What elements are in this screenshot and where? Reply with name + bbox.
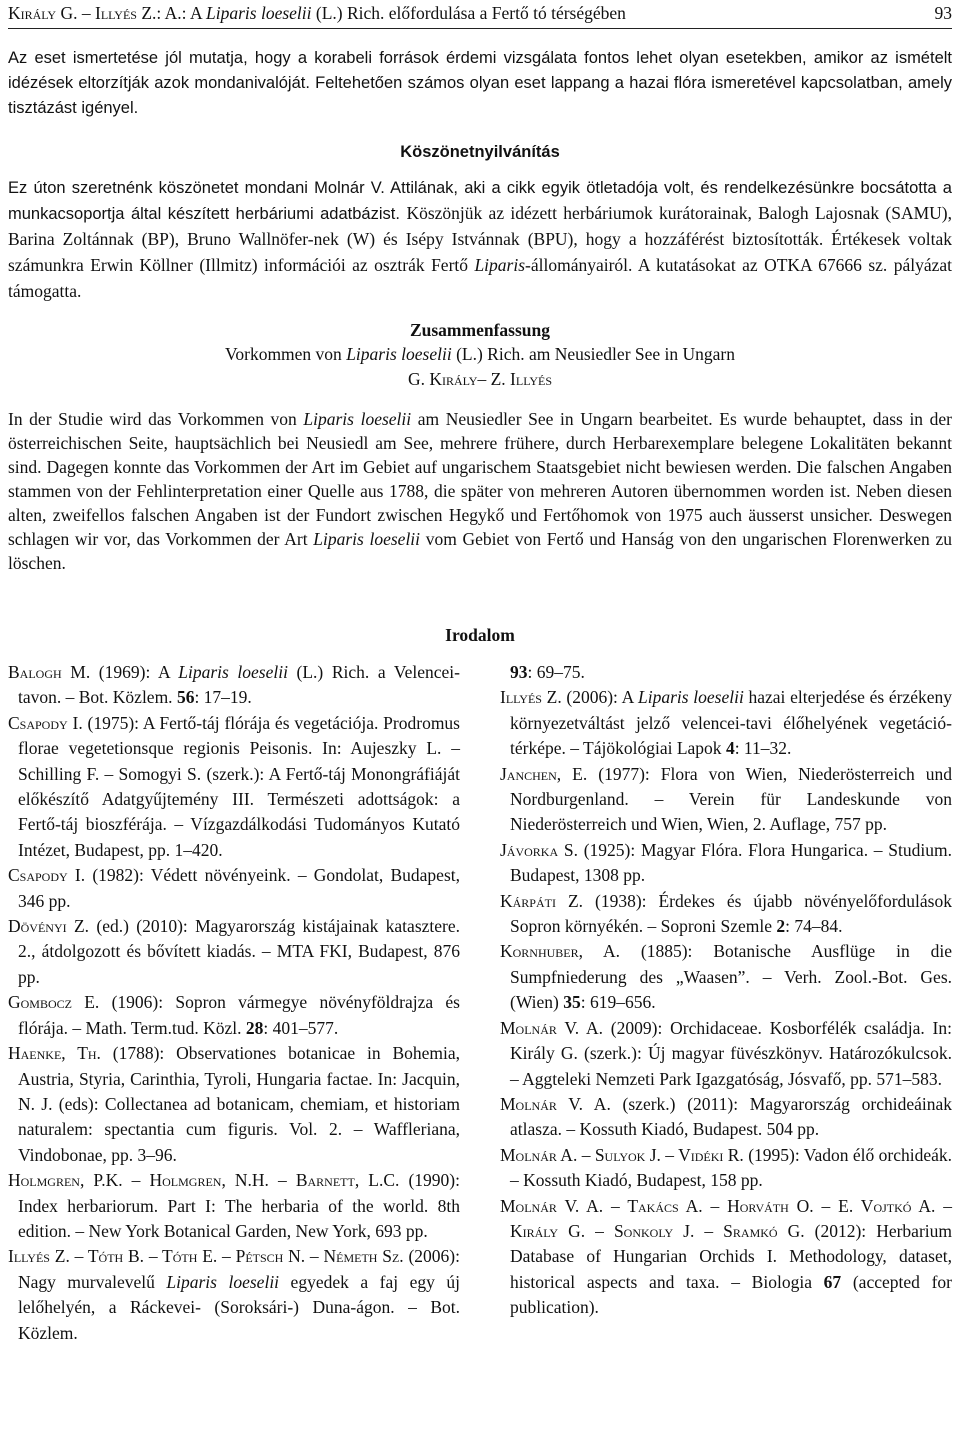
summary-authors: G. Király– Z. Illyés xyxy=(407,369,552,389)
summary-title: Vorkommen von Liparis loeselii (L.) Rich. am Neusiedler See in Ungarn xyxy=(224,344,736,364)
reference-authors: Balogh M. xyxy=(8,662,91,682)
reference-item: Illyés Z. (2006): A Liparis loeselii hazai elterjedése és érzékeny környezetváltást jelző velencei-tavi élőhelyének vegetáció-térképe. – Tájökológiai Lapok 4: 11–32. xyxy=(500,687,952,759)
reference-authors: Haenke, Th. xyxy=(8,1043,101,1064)
reference-authors: Molnár V. A. xyxy=(500,1017,603,1038)
reference-item: Molnár A. – Sulyok J. – Vidéki R. (1995): Vadon élő orchideák. – Kossuth Kiadó, Budapest, 158 pp. xyxy=(500,1144,952,1191)
reference-authors: Molnár V. A. – Takács A. – Horváth O. – E. Vojtkó A. – Király G. – Sonkoly J. – Sramkó G. xyxy=(500,1195,952,1241)
reference-item: Dövényi Z. (ed.) (2010): Magyarország kistájainak katasztere. 2., átdolgozott és bővített kiadás. – MTA FKI, Budapest, 876 pp. xyxy=(8,916,460,987)
references-heading: Irodalom xyxy=(445,625,515,645)
reference-item: Molnár V. A. – Takács A. – Horváth O. – E. Vojtkó A. – Király G. – Sonkoly J. – Sramkó G. (2012): Herbarium Database of Hungarian Orchids I. Methodology, dataset, historical aspects and taxa. – Biologia 67 (accepted for publication). xyxy=(500,1195,953,1318)
reference-item: Holmgren, P.K. – Holmgren, N.H. – Barnett, L.C. (1990): Index herbariorum. Part I: The herbaria of the world. 8th edition. – New York Botanical Garden, New York, 693 pp. xyxy=(8,1170,460,1241)
reference-authors: Illyés Z. – Tóth B. – Tóth E. – Pétsch N. – Németh Sz. xyxy=(8,1246,404,1267)
reference-authors: Csapody I. xyxy=(8,865,86,886)
reference-authors: Illyés Z. xyxy=(500,687,562,708)
reference-authors: Kornhuber, A. xyxy=(500,941,620,962)
running-head-title: Király G. – Illyés Z.: A.: A Liparis loeselii (L.) Rich. előfordulása a Fertő tó térségében xyxy=(8,3,626,23)
reference-authors: Holmgren, P.K. – Holmgren, N.H. – Barnett, L.C. xyxy=(8,1170,400,1191)
reference-item: Csapody I. (1982): Védett növényeink. – Gondolat, Budapest, 346 pp. xyxy=(8,865,460,911)
reference-item: Csapody I. (1975): A Fertő-táj flórája és vegetációja. Prodromus florae vegetetionsque regionis Peisonis. In: Aujeszky L. – Schilling F. – Somogyi S. (szerk.): A Fertő-táj Monongráfiáját előkészítő Adatgyűjtemény III. Természeti adottságok: a Fertő-táj bioszférája. – Vízgazdálkodási Tudományos Kutató Intézet, Budapest, pp. 1–420. xyxy=(8,712,460,860)
references-right-column xyxy=(500,660,952,1321)
running-head xyxy=(8,0,952,30)
page-number: 93 xyxy=(934,3,952,23)
reference-continuation: 93: 69–75. xyxy=(510,662,585,682)
acknowledgement-paragraph: Ez úton szeretnénk köszönetet mondani Molnár V. Attilának, aki a cikk egyik ötletadója volt, és rendelkezésünkre bocsátotta a munkacsoportja által készített herbáriumi adatbázist. Köszönjük az idézett herbáriumok kurátorainak, Balogh Lajosnak (SAMU), Barina Zoltánnak (BP), Bruno Wallnöfer-nek (W) és Isépy Istvánnak (BPU), hogy a hozzáférést biztosították. Értékesek voltak számunkra Erwin Köllner (Illmitz) információi az osztrák Fertő Liparis-állományairól. A kutatásokat az OTKA 67666 sz. pályázat támogatta. xyxy=(8,179,953,301)
acknowledgement-heading: Köszönetnyilvánítás xyxy=(400,143,560,161)
reference-item: Jávorka S. (1925): Magyar Flóra. Flora Hungarica. – Studium. Budapest, 1308 pp. xyxy=(500,839,952,886)
reference-item: Haenke, Th. (1788): Observationes botanicae in Bohemia, Austria, Styria, Carinthia, Tyroli, Hungaria factae. In: Jacquin, N. J. (eds): Collectanea ad botanicam, chemiam, et historiam naturalem: spectantia cum figuris. Vol. 2. – Waffleriana, Vindobonae, pp. 3–96. xyxy=(8,1043,460,1165)
intro-paragraph: Az eset ismertetése jól mutatja, hogy a korabeli források érdemi vizsgálata fontos lehet olyan esetekben, amikor az ismételt idézések eltorzítják azok mondanivalóját. Feltehetően számos olyan eset lappang a hazai flóra ismeretével kapcsolatban, amely tisztázást igényel. xyxy=(8,49,952,117)
reference-item: Kárpáti Z. (1938): Érdekes és újabb növényelőfordulások Sopron környékén. – Soproni Szemle 2: 74–84. xyxy=(500,890,952,937)
reference-item: Kornhuber, A. (1885): Botanische Ausflüge in die Sumpfniederung des „Waasen”. – Verh. Zool.-Bot. Ges. (Wien) 35: 619–656. xyxy=(500,941,952,1013)
reference-authors: Gombocz E. xyxy=(8,992,100,1013)
references-left-column xyxy=(8,660,460,1346)
reference-authors: Jávorka S. xyxy=(500,839,578,860)
reference-authors: Dövényi Z. xyxy=(8,916,90,937)
reference-authors: Janchen, E. xyxy=(500,763,588,784)
reference-item: Gombocz E. (1906): Sopron vármegye növényföldrajza és flórája. – Math. Term.tud. Közl. 28: 401–577. xyxy=(8,992,460,1038)
reference-item: Balogh M. (1969): A Liparis loeselii (L.) Rich. a Velencei-tavon. – Bot. Közlem. 56: 17–19. xyxy=(8,662,460,708)
reference-item: Molnár V. A. (szerk.) (2011): Magyarország orchideáinak atlasza. – Kossuth Kiadó, Budapest. 504 pp. xyxy=(500,1093,952,1140)
reference-item: Illyés Z. – Tóth B. – Tóth E. – Pétsch N. – Németh Sz. (2006): Nagy murvalevelű Liparis loeselii egyedek a faj egy új lelőhelyén, a Ráckevei- (Soroksári-) Duna-ágon. – Bot. Közlem. xyxy=(8,1246,461,1343)
reference-authors: Molnár A. – Sulyok J. – Vidéki R. xyxy=(500,1144,744,1165)
reference-item: Janchen, E. (1977): Flora von Wien, Niederösterreich und Nordburgenland. – Verein für Landeskunde von Niederösterreich und Wien, Wien, 2. Auflage, 757 pp. xyxy=(500,763,952,835)
summary-heading: Zusammenfassung xyxy=(409,320,551,340)
reference-authors: Molnár V. A. xyxy=(500,1093,611,1114)
header-rule xyxy=(8,28,952,29)
reference-authors: Csapody I. xyxy=(8,712,83,733)
reference-item: Molnár V. A. (2009): Orchidaceae. Kosborfélék családja. In: Király G. (szerk.): Új magyar füvészkönyv. Határozókulcsok. – Aggteleki Nemzeti Park Igazgatóság, Jósvafő, pp. 571–583. xyxy=(500,1017,952,1089)
reference-authors: Kárpáti Z. xyxy=(500,890,584,911)
summary-paragraph: In der Studie wird das Vorkommen von Liparis loeselii am Neusiedler See in Ungarn bearbeitet. Es wurde behauptet, dass in der österreichischen Seite, hauptsächlich bei Neusiedl am See, mehrere frühere, durch Herbarexemplare belegene Lokalitäten bekannt sind. Dagegen konnte das Vorkommen der Art im Gebiet auf ungarischem Staatsgebiet nicht bewiesen werden. Die falschen Angaben stammen von der Fehlinterpretation einer Quelle aus 1788, die später von mehreren Autoren übernommen worden ist. Neben diesen alten, zweifellos falschen Angaben ist der Fundort zwischen Hegykő und Fertőhomok von 1975 auch äusserst unsicher. Deswegen schlagen wir vor, das Vorkommen der Art Liparis loeselii vom Gebiet von Fertő und Hanság von den ungarischen Florenwerken zu löschen. xyxy=(8,409,952,573)
